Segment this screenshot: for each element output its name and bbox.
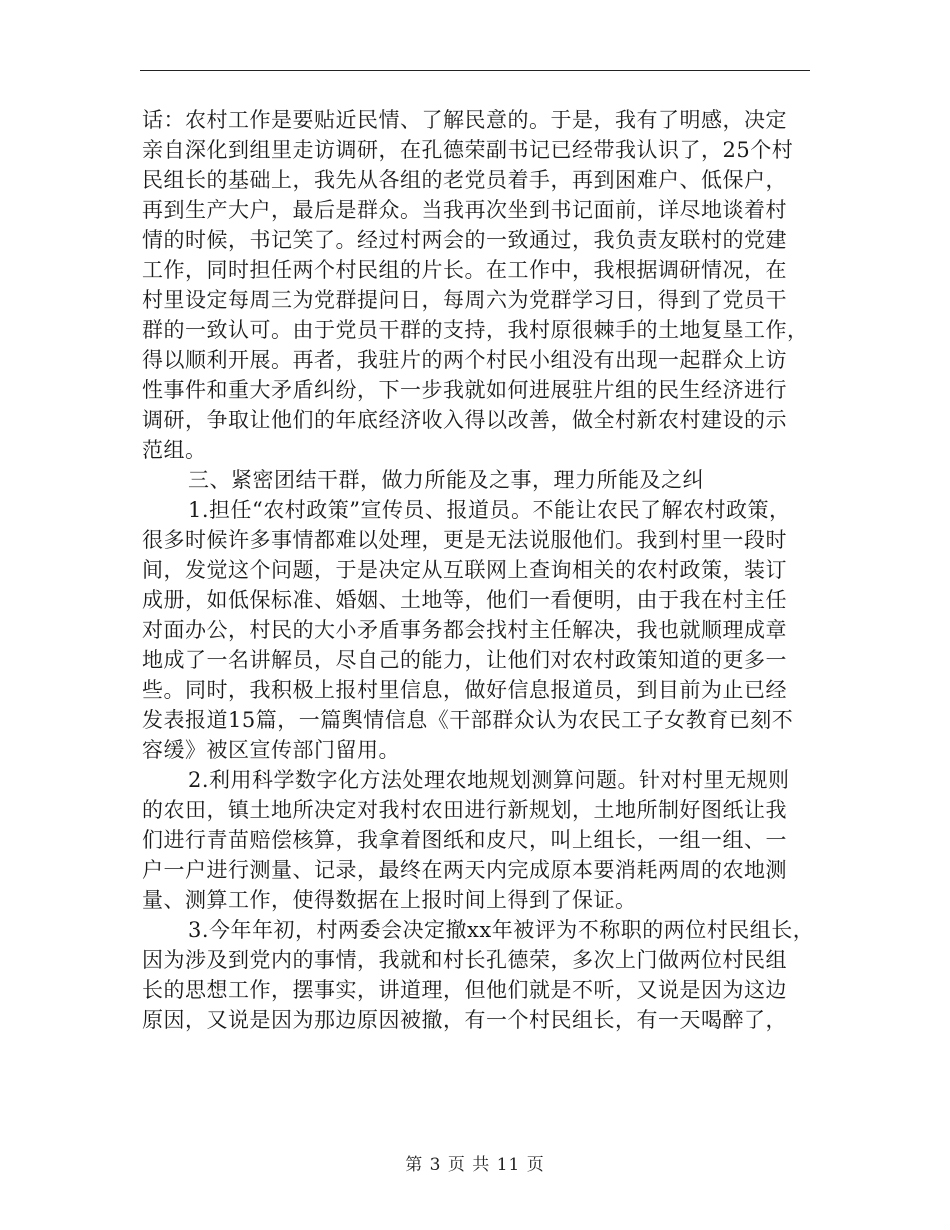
header-rule — [140, 70, 810, 71]
text-line: 因为涉及到党内的事情，我就和村长孔德荣，多次上门做两位村民组 — [142, 948, 787, 972]
text-line: 性事件和重大矛盾纠纷，下一步我就如何进展驻片组的民生经济进行 — [142, 378, 787, 402]
text-line: 的农田，镇土地所决定对我村农田进行新规划，土地所制好图纸让我 — [142, 798, 787, 822]
text-line: 发表报道15篇，一篇舆情信息《干部群众认为农民工子女教育已刻不 — [142, 708, 794, 732]
text-line: 长的思想工作，摆事实，讲道理，但他们就是不听，又说是因为这边 — [142, 978, 787, 1002]
text-line: 些。同时，我积极上报村里信息，做好信息报道员，到目前为止已经 — [142, 678, 787, 702]
text-line: 地成了一名讲解员，尽自己的能力，让他们对农村政策知道的更多一 — [142, 648, 787, 672]
text-line: 村里设定每周三为党群提问日，每周六为党群学习日，得到了党员干 — [142, 288, 787, 312]
text-line: 容缓》被区宣传部门留用。 — [142, 738, 400, 762]
text-line: 量、测算工作，使得数据在上报时间上得到了保证。 — [142, 888, 637, 912]
text-line: 调研，争取让他们的年底经济收入得以改善，做全村新农村建设的示 — [142, 408, 787, 432]
text-line: 们进行青苗赔偿核算，我拿着图纸和皮尺，叫上组长，一组一组、一 — [142, 828, 787, 852]
text-line: 情的时候，书记笑了。经过村两会的一致通过，我负责友联村的党建 — [142, 228, 787, 252]
text-line: 工作，同时担任两个村民组的片长。在工作中，我根据调研情况，在 — [142, 258, 787, 282]
text-line: 3.今年年初，村两委会决定撤xx年被评为不称职的两位村民组长， — [188, 918, 815, 942]
text-line: 1.担任“农村政策”宣传员、报道员。不能让农民了解农村政策， — [188, 498, 791, 522]
text-line: 对面办公，村民的大小矛盾事务都会找村主任解决，我也就顺理成章 — [142, 618, 787, 642]
text-line: 话：农村工作是要贴近民情、了解民意的。于是，我有了明感，决定 — [142, 108, 787, 132]
text-line: 2.利用科学数字化方法处理农地规划测算问题。针对村里无规则 — [188, 768, 790, 792]
text-line: 再到生产大户，最后是群众。当我再次坐到书记面前，详尽地谈着村 — [142, 198, 787, 222]
text-line: 很多时候许多事情都难以处理，更是无法说服他们。我到村里一段时 — [142, 528, 787, 552]
text-line: 群的一致认可。由于党员干群的支持，我村原很棘手的土地复垦工作， — [142, 318, 809, 342]
text-line: 户一户进行测量、记录，最终在两天内完成原本要消耗两周的农地测 — [142, 858, 787, 882]
text-line: 三、紧密团结干群，做力所能及之事，理力所能及之纠 — [188, 468, 704, 492]
text-line: 间，发觉这个问题，于是决定从互联网上查询相关的农村政策，装订 — [142, 558, 787, 582]
text-line: 范组。 — [142, 438, 207, 462]
text-line: 成册，如低保标准、婚姻、土地等，他们一看便明，由于我在村主任 — [142, 588, 787, 612]
text-line: 得以顺利开展。再者，我驻片的两个村民小组没有出现一起群众上访 — [142, 348, 787, 372]
document-body — [142, 105, 832, 1035]
page-footer: 第 3 页 共 11 页 — [405, 1155, 545, 1175]
text-line: 原因，又说是因为那边原因被撤，有一个村民组长，有一天喝醉了， — [142, 1008, 787, 1032]
text-line: 亲自深化到组里走访调研，在孔德荣副书记已经带我认识了，25个村 — [142, 138, 794, 162]
text-line: 民组长的基础上，我先从各组的老党员着手，再到困难户、低保户， — [142, 168, 787, 192]
